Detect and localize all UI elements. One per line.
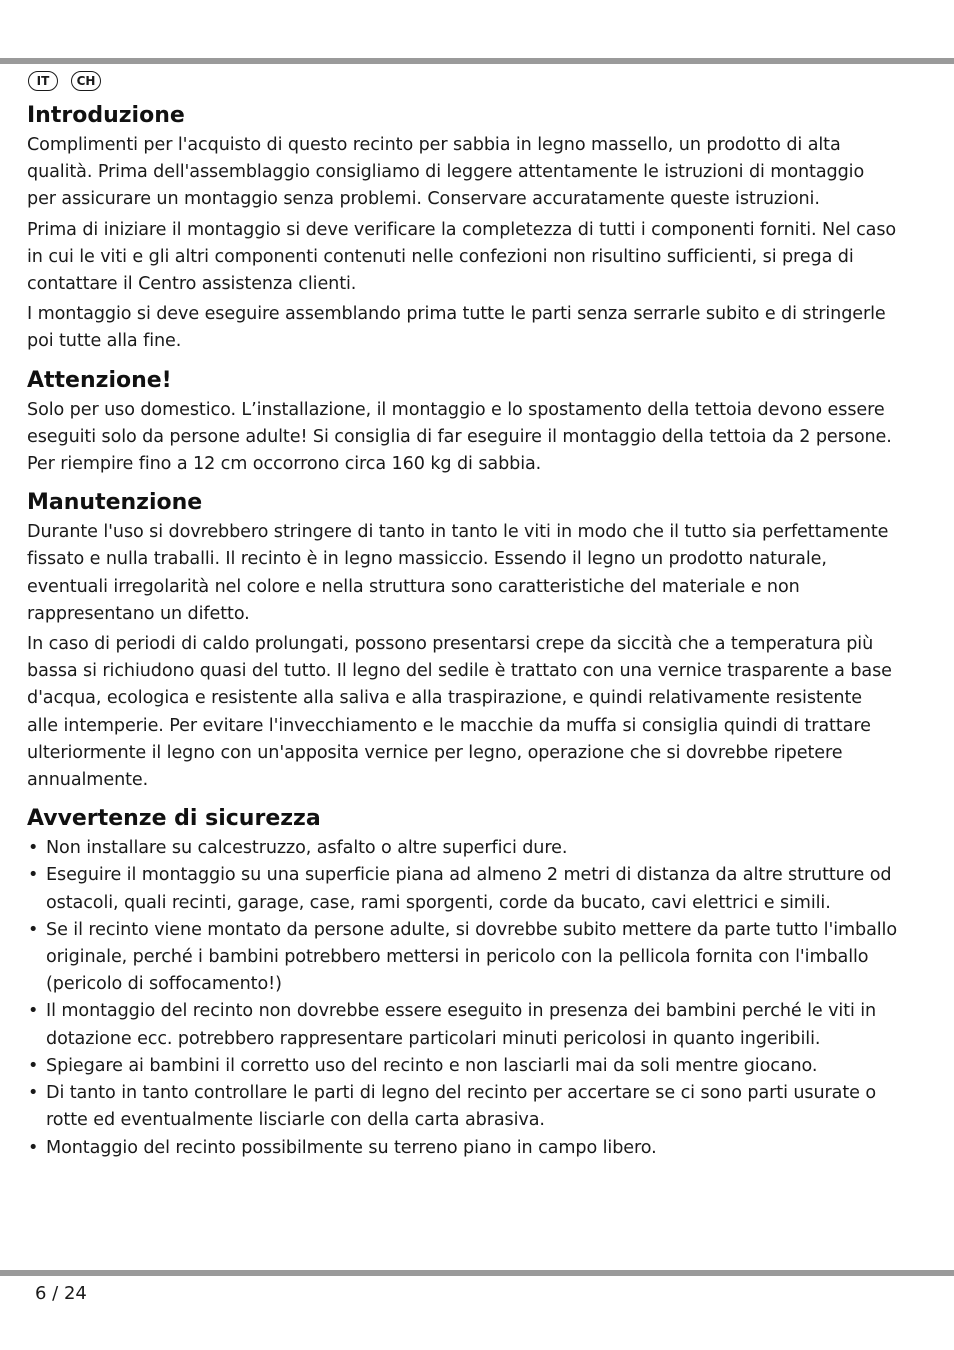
intro-paragraph-3: I montaggio si deve eseguire assemblando prima tutte le parti senza serrarle subito e di stringerle poi tutte alla fine. (27, 304, 886, 352)
list-item: • Eseguire il montaggio su una superficie piana ad almeno 2 metri di distanza da altre strutture od ostacoli, quali recinti, garage, case, rami sporgenti, corde da bucato, cavi elettrici e simili. (27, 862, 897, 916)
page-number: 6 / 24 (35, 1283, 87, 1304)
intro-paragraph-1: Complimenti per l'acquisto di questo recinto per sabbia in legno massello, un prodotto di alta qualità. Prima dell'assemblaggio consigliamo di leggere attentamente le istruzioni di montaggio per assicurare un montaggio senza problemi. Conservare accuratamente queste istruzioni. (27, 135, 865, 210)
list-item: • Spiegare ai bambini il corretto uso del recinto e non lasciarli mai da soli mentre giocano. (27, 1053, 897, 1080)
list-item: • Se il recinto viene montato da persone adulte, si dovrebbe subito mettere da parte tutto l'imballo originale, perché i bambini potrebbero mettersi in pericolo con la pellicola fornita con l'imballo (pericolo di soffocamento!) (27, 917, 897, 999)
maintenance-paragraph-1: Durante l'uso si dovrebbero stringere di tanto in tanto le viti in modo che il tutto sia perfettamente fissato e nulla traballi. Il recinto è in legno massiccio. Essendo il legno un prodotto naturale, eventuali irregolarità nel colore e nella struttura sono caratteristiche del materiale e non rappresentano un difetto. (27, 522, 889, 624)
footer-rule (0, 1270, 954, 1276)
list-item: • Di tanto in tanto controllare le parti di legno del recinto per accertare se ci sono parti usurate o rotte ed eventualmente lisciarle con della carta abrasiva. (27, 1080, 897, 1134)
language-badge-ch: CH (71, 71, 101, 91)
attention-paragraph-2: Per riempire fino a 12 cm occorrono circa 160 kg di sabbia. (27, 454, 542, 475)
attention-paragraph-1: Solo per uso domestico. L’installazione, il montaggio e lo spostamento della tettoia devono essere eseguiti solo da persone adulte! Si consiglia di far eseguire il montaggio della tettoia da 2 persone. (27, 399, 892, 447)
heading-introduzione: Introduzione (27, 103, 185, 128)
heading-manutenzione: Manutenzione (27, 490, 203, 516)
header-rule (0, 58, 954, 64)
intro-paragraph-2: Prima di iniziare il montaggio si deve verificare la completezza di tutti i componenti forniti. Nel caso in cui le viti e gli altri componenti contenuti nelle confezioni non risultino sufficienti, si prega di contattare il Centro assistenza clienti. (27, 219, 897, 295)
safety-list (27, 835, 897, 1161)
heading-attenzione: Attenzione! (27, 367, 172, 393)
list-item: • Montaggio del recinto possibilmente su terreno piano in campo libero. (27, 1135, 897, 1162)
maintenance-paragraph-2: In caso di periodi di caldo prolungati, possono presentarsi crepe da siccità che a temperatura più bassa si richiudono quasi del tutto. Il legno del sedile è trattato con una vernice trasparente a base d'acqua, ecologica e resistente alla saliva e alla traspirazione, e quindi relativamente resistente alle intemperie. Per evitare l'invecchiamento e le macchie da muffa si consiglia quindi di trattare ulteriormente il legno con un'apposita vernice per legno, operazione che si dovrebbe ripetere annualmente. (27, 634, 892, 791)
list-item: • Il montaggio del recinto non dovrebbe essere eseguito in presenza dei bambini perché le viti in dotazione ecc. potrebbero rappresentare particolari minuti pericolosi in quanto ingeribili. (27, 998, 897, 1052)
page-content (27, 100, 897, 1162)
language-badges (28, 71, 101, 91)
language-badge-it: IT (28, 71, 58, 91)
list-item: • Non installare su calcestruzzo, asfalto o altre superfici dure. (27, 835, 897, 862)
heading-avvertenze-di-sicurezza: Avvertenze di sicurezza (27, 806, 321, 832)
